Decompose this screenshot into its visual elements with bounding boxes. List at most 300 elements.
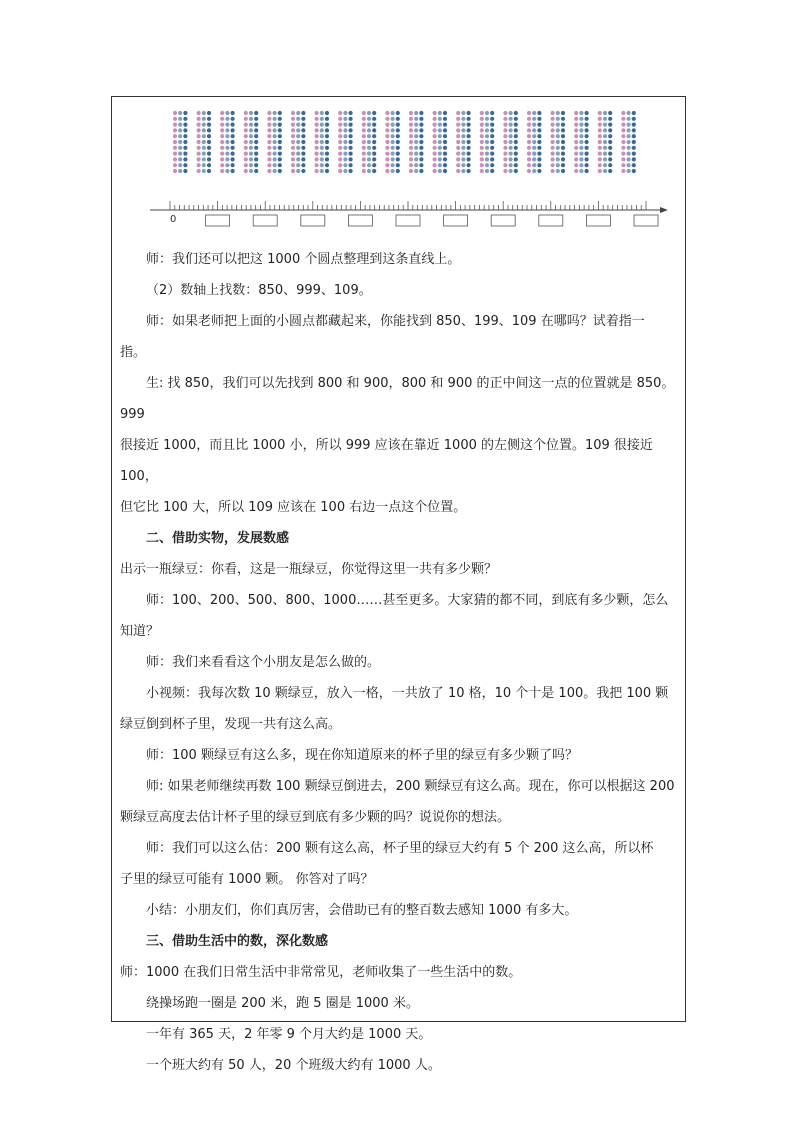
dot: [532, 152, 536, 156]
dot: [207, 169, 211, 173]
dot: [527, 157, 531, 161]
dot: [627, 157, 631, 161]
dot: [320, 152, 324, 156]
dot: [419, 123, 423, 127]
dot: [509, 157, 513, 161]
dot: [231, 128, 235, 132]
dot: [338, 134, 342, 138]
dot: [391, 134, 395, 138]
dot: [574, 128, 578, 132]
dot: [202, 157, 206, 161]
dot: [467, 163, 471, 167]
dot: [574, 111, 578, 115]
dot: [537, 117, 541, 121]
dot: [490, 117, 494, 121]
dot: [556, 146, 560, 150]
dot: [414, 169, 418, 173]
dot: [556, 134, 560, 138]
dot: [343, 123, 347, 127]
dot: [585, 157, 589, 161]
dot: [443, 123, 447, 127]
dot: [249, 157, 253, 161]
dot: [603, 117, 607, 121]
dot: [456, 128, 460, 132]
dot: [514, 157, 518, 161]
paragraph: 知道？: [120, 624, 160, 639]
dot: [249, 123, 253, 127]
dot: [396, 128, 400, 132]
dot: [433, 146, 437, 150]
dot: [207, 163, 211, 167]
dot: [527, 123, 531, 127]
dot: [627, 169, 631, 173]
paragraph: 师：1000 在我们日常生活中非常常见，老师收集了一些生活中的数。: [120, 965, 522, 980]
dot: [301, 117, 305, 121]
dot: [267, 140, 271, 144]
dot: [467, 117, 471, 121]
dot: [220, 117, 224, 121]
dot: [343, 146, 347, 150]
dot: [443, 117, 447, 121]
dot: [532, 123, 536, 127]
dot: [467, 123, 471, 127]
dot: [278, 117, 282, 121]
dot: [267, 128, 271, 132]
dot: [419, 128, 423, 132]
dot: [409, 157, 413, 161]
dot: [603, 111, 607, 115]
dot: [551, 169, 555, 173]
dot: [202, 169, 206, 173]
dot: [485, 134, 489, 138]
dot: [362, 146, 366, 150]
dot: [514, 163, 518, 167]
dot: [514, 134, 518, 138]
dot: [396, 169, 400, 173]
dot: [551, 152, 555, 156]
dot: [551, 123, 555, 127]
dot: [367, 117, 371, 121]
dot: [362, 134, 366, 138]
dot: [254, 134, 258, 138]
dot: [461, 140, 465, 144]
dot: [244, 117, 248, 121]
dot: [490, 146, 494, 150]
dot: [343, 152, 347, 156]
dot: [296, 163, 300, 167]
dot: [409, 152, 413, 156]
dot: [608, 152, 612, 156]
dot: [349, 169, 353, 173]
dot: [296, 157, 300, 161]
dot: [438, 152, 442, 156]
paragraph: 小结：小朋友们，你们真厉害，会借助已有的整百数去感知 1000 有多大。: [146, 903, 578, 918]
dot: [527, 111, 531, 115]
dot: [603, 146, 607, 150]
dot: [561, 134, 565, 138]
dot: [438, 146, 442, 150]
dot: [244, 169, 248, 173]
dot: [278, 163, 282, 167]
dot: [267, 123, 271, 127]
dot: [537, 163, 541, 167]
dot: [173, 123, 177, 127]
dot: [197, 163, 201, 167]
dot: [178, 163, 182, 167]
dot: [574, 169, 578, 173]
dot: [202, 117, 206, 121]
dot: [537, 152, 541, 156]
dot: [621, 134, 625, 138]
dot-array-figure: [172, 110, 644, 176]
dot: [396, 163, 400, 167]
paragraph: 师：100 颗绿豆有这么多，现在你知道原来的杯子里的绿豆有多少颗了吗？: [146, 748, 578, 763]
dot: [438, 169, 442, 173]
dot: [537, 111, 541, 115]
dot: [514, 140, 518, 144]
dot: [537, 157, 541, 161]
dot: [585, 163, 589, 167]
dot: [367, 111, 371, 115]
dot: [273, 140, 277, 144]
dot: [561, 169, 565, 173]
dot: [372, 152, 376, 156]
dot: [362, 163, 366, 167]
dot: [443, 163, 447, 167]
dot: [367, 134, 371, 138]
dot: [561, 117, 565, 121]
dot: [315, 140, 319, 144]
dot: [385, 157, 389, 161]
dot: [225, 157, 229, 161]
dot: [632, 157, 636, 161]
dot: [585, 146, 589, 150]
dot: [632, 117, 636, 121]
dot: [561, 152, 565, 156]
dot: [503, 169, 507, 173]
dot: [278, 128, 282, 132]
dot: [367, 169, 371, 173]
dot: [438, 123, 442, 127]
dot: [443, 134, 447, 138]
dot: [296, 117, 300, 121]
dot: [561, 111, 565, 115]
dot: [249, 134, 253, 138]
dot: [621, 157, 625, 161]
dot: [503, 146, 507, 150]
section-heading: 二、借助实物，发展数感: [146, 531, 290, 546]
dot: [433, 169, 437, 173]
dot: [585, 111, 589, 115]
dot: [509, 140, 513, 144]
dot: [231, 157, 235, 161]
dot: [419, 157, 423, 161]
dot: [574, 134, 578, 138]
dot: [480, 111, 484, 115]
dot: [556, 163, 560, 167]
dot: [291, 128, 295, 132]
dot: [461, 163, 465, 167]
answer-box: [634, 215, 658, 226]
dot: [621, 169, 625, 173]
dot: [178, 123, 182, 127]
dot: [278, 111, 282, 115]
dot: [527, 117, 531, 121]
dot: [603, 163, 607, 167]
dot: [225, 111, 229, 115]
dot: [414, 157, 418, 161]
dot: [598, 163, 602, 167]
dot: [532, 140, 536, 144]
dot: [244, 163, 248, 167]
dot: [267, 169, 271, 173]
dot: [183, 140, 187, 144]
lesson-text: [120, 244, 680, 1081]
dot: [485, 140, 489, 144]
dot: [291, 146, 295, 150]
dot: [443, 111, 447, 115]
dot: [503, 123, 507, 127]
dot: [598, 117, 602, 121]
dot: [183, 152, 187, 156]
dot: [396, 123, 400, 127]
dot: [183, 128, 187, 132]
dot: [220, 123, 224, 127]
dot: [338, 117, 342, 121]
dot: [220, 128, 224, 132]
dot: [627, 140, 631, 144]
dot: [273, 157, 277, 161]
dot: [372, 134, 376, 138]
dot: [273, 123, 277, 127]
dot: [414, 111, 418, 115]
dot: [202, 123, 206, 127]
dot: [396, 117, 400, 121]
dot: [556, 128, 560, 132]
dot: [480, 169, 484, 173]
dot: [197, 117, 201, 121]
dot: [467, 140, 471, 144]
dot: [490, 140, 494, 144]
dot: [173, 111, 177, 115]
dot: [574, 163, 578, 167]
dot: [396, 146, 400, 150]
dot: [443, 157, 447, 161]
dot: [632, 146, 636, 150]
paragraph: 很接近 1000，而且比 1000 小，所以 999 应该在靠近 1000 的左侧这个位置。109 很接近 100，: [120, 438, 653, 484]
dot: [598, 157, 602, 161]
dot: [202, 152, 206, 156]
dot: [267, 134, 271, 138]
dot: [391, 163, 395, 167]
dot: [278, 157, 282, 161]
dot: [527, 152, 531, 156]
dot: [301, 169, 305, 173]
dot: [414, 117, 418, 121]
dot: [561, 157, 565, 161]
dot: [220, 146, 224, 150]
dot: [362, 157, 366, 161]
dot: [632, 169, 636, 173]
dot: [220, 152, 224, 156]
dot: [608, 146, 612, 150]
dot: [603, 123, 607, 127]
dot: [456, 146, 460, 150]
dot: [231, 117, 235, 121]
dot: [556, 111, 560, 115]
dot: [296, 140, 300, 144]
dot: [603, 128, 607, 132]
dot: [343, 128, 347, 132]
dot: [608, 117, 612, 121]
dot: [509, 169, 513, 173]
dot: [409, 163, 413, 167]
dot: [220, 169, 224, 173]
dot: [349, 134, 353, 138]
dot: [249, 146, 253, 150]
dot: [367, 157, 371, 161]
dot: [551, 163, 555, 167]
dot: [396, 111, 400, 115]
dot: [579, 117, 583, 121]
dot: [509, 117, 513, 121]
dot: [485, 123, 489, 127]
dot: [315, 157, 319, 161]
dot: [461, 146, 465, 150]
dot: [527, 140, 531, 144]
answer-box: [253, 215, 277, 226]
dot: [438, 134, 442, 138]
dot: [338, 123, 342, 127]
dot: [320, 117, 324, 121]
dot: [456, 169, 460, 173]
dot: [433, 111, 437, 115]
dot: [579, 134, 583, 138]
dot: [178, 140, 182, 144]
dot: [598, 111, 602, 115]
dot: [254, 111, 258, 115]
dot: [338, 152, 342, 156]
dot: [372, 169, 376, 173]
axis-arrow-icon: [660, 207, 668, 213]
dot: [220, 111, 224, 115]
dot: [461, 123, 465, 127]
dot: [385, 111, 389, 115]
dot: [556, 123, 560, 127]
dot: [485, 146, 489, 150]
dot: [273, 152, 277, 156]
dot: [585, 123, 589, 127]
dot: [267, 146, 271, 150]
dot: [249, 169, 253, 173]
dot: [372, 123, 376, 127]
dot: [485, 152, 489, 156]
dot: [456, 123, 460, 127]
dot: [433, 117, 437, 121]
dot: [301, 123, 305, 127]
dot: [414, 146, 418, 150]
dot: [443, 169, 447, 173]
dot: [362, 128, 366, 132]
dot: [320, 169, 324, 173]
paragraph: 指。: [120, 345, 147, 360]
dot: [254, 128, 258, 132]
dot: [414, 123, 418, 127]
dot: [385, 163, 389, 167]
dot: [385, 140, 389, 144]
dot: [485, 163, 489, 167]
dot: [320, 157, 324, 161]
dot: [178, 128, 182, 132]
dot: [579, 123, 583, 127]
dot: [556, 152, 560, 156]
dot: [391, 146, 395, 150]
dot: [320, 163, 324, 167]
dot: [480, 146, 484, 150]
dot: [456, 163, 460, 167]
dot: [254, 117, 258, 121]
dot: [433, 163, 437, 167]
dot: [301, 140, 305, 144]
dot: [291, 157, 295, 161]
dot: [419, 169, 423, 173]
dot: [278, 146, 282, 150]
dot: [598, 128, 602, 132]
dot: [574, 157, 578, 161]
dot: [315, 128, 319, 132]
dot: [574, 152, 578, 156]
dot: [244, 146, 248, 150]
dot: [608, 134, 612, 138]
dot: [414, 128, 418, 132]
dot: [301, 128, 305, 132]
dot: [396, 134, 400, 138]
dot: [197, 134, 201, 138]
dot: [244, 111, 248, 115]
dot: [244, 152, 248, 156]
dot: [579, 163, 583, 167]
dot: [603, 169, 607, 173]
paragraph: 小视频：我每次数 10 颗绿豆，放入一格，一共放了 10 格，10 个十是 100。我把 100 颗: [146, 686, 669, 701]
dot: [561, 123, 565, 127]
dot: [537, 140, 541, 144]
dot: [514, 169, 518, 173]
dot: [438, 117, 442, 121]
dot: [608, 111, 612, 115]
dot: [391, 169, 395, 173]
dot: [527, 163, 531, 167]
dot: [267, 157, 271, 161]
dot: [579, 157, 583, 161]
dot: [349, 123, 353, 127]
dot: [532, 169, 536, 173]
dot: [173, 117, 177, 121]
dot: [207, 134, 211, 138]
dot: [291, 117, 295, 121]
dot: [621, 152, 625, 156]
dot: [603, 134, 607, 138]
dot: [480, 117, 484, 121]
axis-zero-label: 0: [170, 214, 177, 225]
dot: [296, 123, 300, 127]
dot: [632, 140, 636, 144]
dot: [225, 134, 229, 138]
dot: [532, 134, 536, 138]
dot: [325, 140, 329, 144]
paragraph: （2）数轴上找数：850、999、109。: [146, 283, 372, 298]
dot: [509, 134, 513, 138]
dot: [385, 128, 389, 132]
